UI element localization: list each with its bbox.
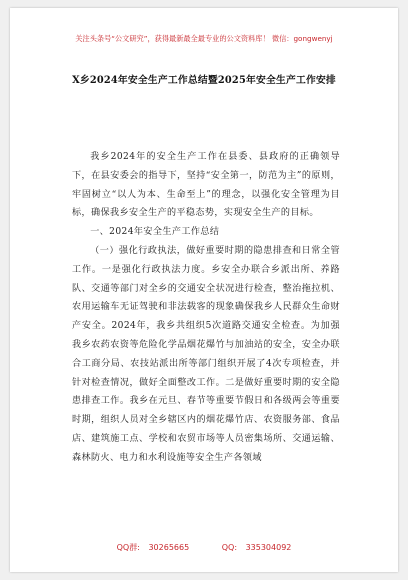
footer-qq: QQ: 335304092 xyxy=(221,543,292,552)
paragraph-section-1: （一）强化行政执法，做好重要时期的隐患排查和日常全管工作。一是强化行政执法力度。乡安全办联合乡派出所、养路队、交通等部门对全乡的交通安全状况进行检查，整治拖拉机、农用运输车无证驾驶和非法载客的现象确保我乡人民群众生命财产安全。2024年，我乡共组织5次道路交通安全检查。为加强我乡农药农资等危险化学品烟花爆竹与加油站的安全，安全办联合工商分局、农技站派出所等部门组织开展了4次专项检查，并针对检查情况，做好全面整改工作。二是做好重要时期的安全隐患排查工作。我乡在元旦、春节等重要节假日和各级两会等重要时期，组织人员对全乡辖区内的烟花爆竹店、农资服务部、食品店、建筑施工点、学校和农贸市场等人员密集场所、交通运输、森林防火、电力和水利设施等安全生产各领域 xyxy=(72,245,340,463)
header-notice: 关注头条号“公文研究”，获得最新最全最专业的公文资料库！ 微信：gongwenyj xyxy=(75,34,333,43)
footer-qq-group: QQ群: 30265665 xyxy=(116,543,190,552)
document-body xyxy=(72,148,340,468)
section-heading: 一、2024年安全生产工作总结 xyxy=(90,227,220,238)
paragraph-intro: 我乡2024年的安全生产工作在县委、县政府的正确领导下，在县安委会的指导下，坚持“安全第一，防范为主”的原则，牢固树立“以人为本、生命至上”的理念，以强化安全管理为目标，确保我乡安全生产的平稳态势，实现安全生产的目标。 xyxy=(72,152,340,219)
document-title: X乡2024年安全生产工作总结暨2025年安全生产工作安排 xyxy=(72,75,336,86)
document-page xyxy=(10,8,398,572)
footer-contact xyxy=(10,542,398,553)
